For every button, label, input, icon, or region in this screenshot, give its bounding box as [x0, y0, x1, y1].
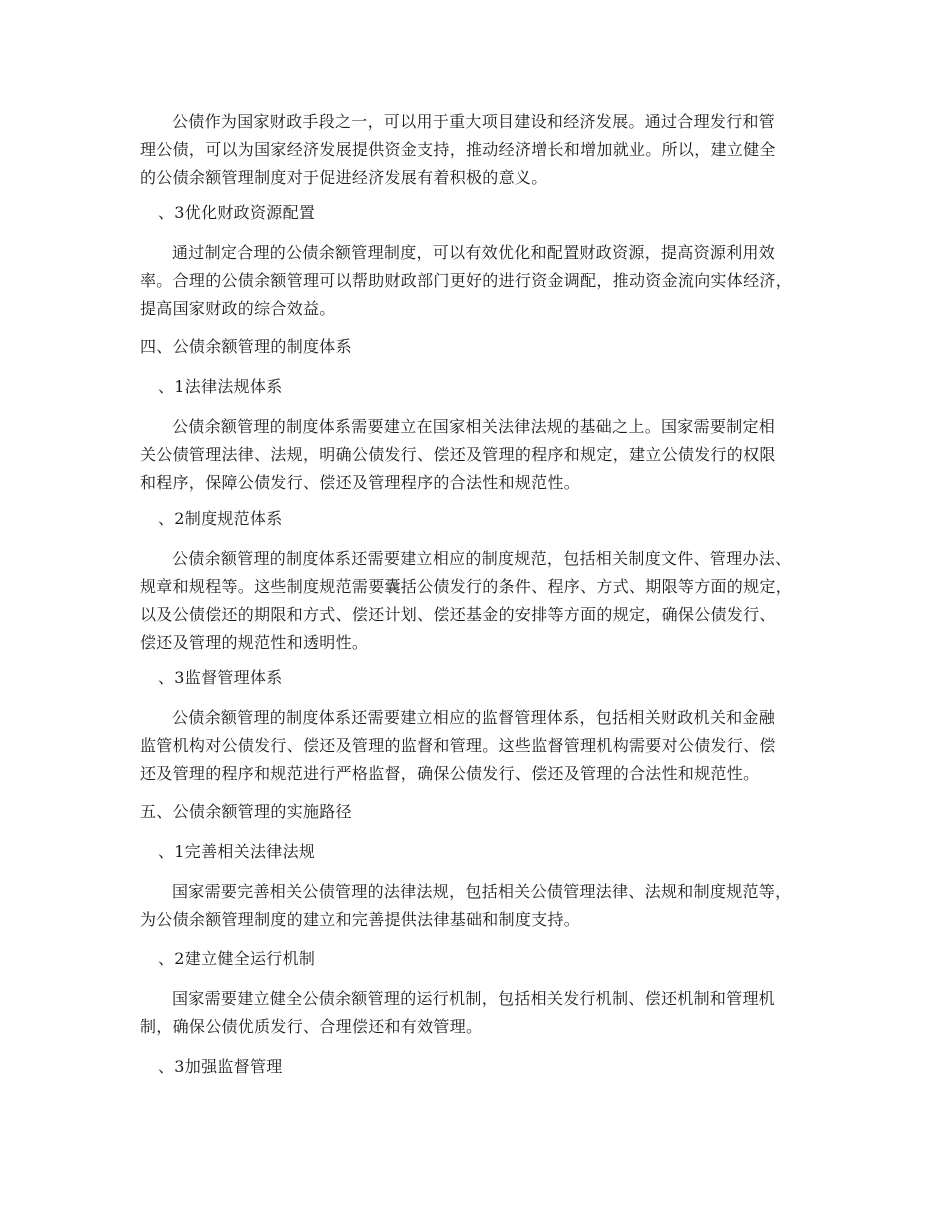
- subsection-heading-text: 、2建立健全运行机制: [158, 949, 316, 968]
- text-line: 公债作为国家财政手段之一，可以用于重大项目建设和经济发展。通过合理发行和管: [172, 112, 776, 131]
- section-heading: [140, 333, 810, 361]
- subsection-heading-text: 、3加强监督管理: [158, 1057, 283, 1076]
- subsection-heading-text: 、3优化财政资源配置: [158, 203, 316, 222]
- section-heading: [140, 798, 810, 826]
- paragraph: [140, 985, 810, 1041]
- text-line: 公债余额管理的制度体系需要建立在国家相关法律法规的基础之上。国家需要制定相: [172, 417, 776, 436]
- paragraph: [140, 704, 810, 788]
- subsection-heading: [158, 1053, 828, 1081]
- text-line: 国家需要完善相关公债管理的法律法规，包括相关公债管理法律、法规和制度规范等，: [172, 882, 792, 901]
- text-line: 率。合理的公债余额管理可以帮助财政部门更好的进行资金调配，推动资金流向实体经济，: [140, 271, 793, 290]
- text-line: 偿还及管理的规范性和透明性。: [140, 633, 369, 652]
- section-heading-text: 五、公债余额管理的实施路径: [140, 802, 352, 821]
- paragraph: [140, 239, 810, 323]
- paragraph: [140, 108, 810, 192]
- text-line: 的公债余额管理制度对于促进经济发展有着积极的意义。: [140, 168, 548, 187]
- text-line: 和程序，保障公债发行、偿还及管理程序的合法性和规范性。: [140, 473, 581, 492]
- subsection-heading-text: 、1法律法规体系: [158, 377, 283, 396]
- text-line: 为公债余额管理制度的建立和完善提供法律基础和制度支持。: [140, 910, 581, 929]
- text-line: 理公债，可以为国家经济发展提供资金支持，推动经济增长和增加就业。所以，建立健全: [140, 140, 776, 159]
- section-heading-text: 四、公债余额管理的制度体系: [140, 337, 352, 356]
- subsection-heading: [158, 664, 828, 692]
- text-line: 国家需要建立健全公债余额管理的运行机制，包括相关发行机制、偿还机制和管理机: [172, 989, 776, 1008]
- subsection-heading-text: 、3监督管理体系: [158, 668, 283, 687]
- subsection-heading: [158, 838, 828, 866]
- subsection-heading-text: 、2制度规范体系: [158, 509, 283, 528]
- text-line: 通过制定合理的公债余额管理制度，可以有效优化和配置财政资源，提高资源利用效: [172, 243, 776, 262]
- subsection-heading: [158, 373, 828, 401]
- paragraph: [140, 413, 810, 497]
- text-line: 以及公债偿还的期限和方式、偿还计划、偿还基金的安排等方面的规定，确保公债发行、: [140, 605, 776, 624]
- subsection-heading: [158, 505, 828, 533]
- text-line: 还及管理的程序和规范进行严格监督，确保公债发行、偿还及管理的合法性和规范性。: [140, 764, 760, 783]
- text-line: 规章和规程等。这些制度规范需要囊括公债发行的条件、程序、方式、期限等方面的规定，: [140, 577, 793, 596]
- subsection-heading: [158, 199, 828, 227]
- subsection-heading-text: 、1完善相关法律法规: [158, 842, 316, 861]
- paragraph: [140, 545, 810, 657]
- subsection-heading: [158, 945, 828, 973]
- text-line: 监管机构对公债发行、偿还及管理的监督和管理。这些监督管理机构需要对公债发行、偿: [140, 736, 776, 755]
- text-line: 制，确保公债优质发行、合理偿还和有效管理。: [140, 1017, 483, 1036]
- text-line: 公债余额管理的制度体系还需要建立相应的制度规范，包括相关制度文件、管理办法、: [172, 549, 792, 568]
- text-line: 关公债管理法律、法规，明确公债发行、偿还及管理的程序和规定，建立公债发行的权限: [140, 445, 776, 464]
- text-line: 公债余额管理的制度体系还需要建立相应的监督管理体系，包括相关财政机关和金融: [172, 708, 776, 727]
- paragraph: [140, 878, 810, 934]
- text-line: 提高国家财政的综合效益。: [140, 299, 336, 318]
